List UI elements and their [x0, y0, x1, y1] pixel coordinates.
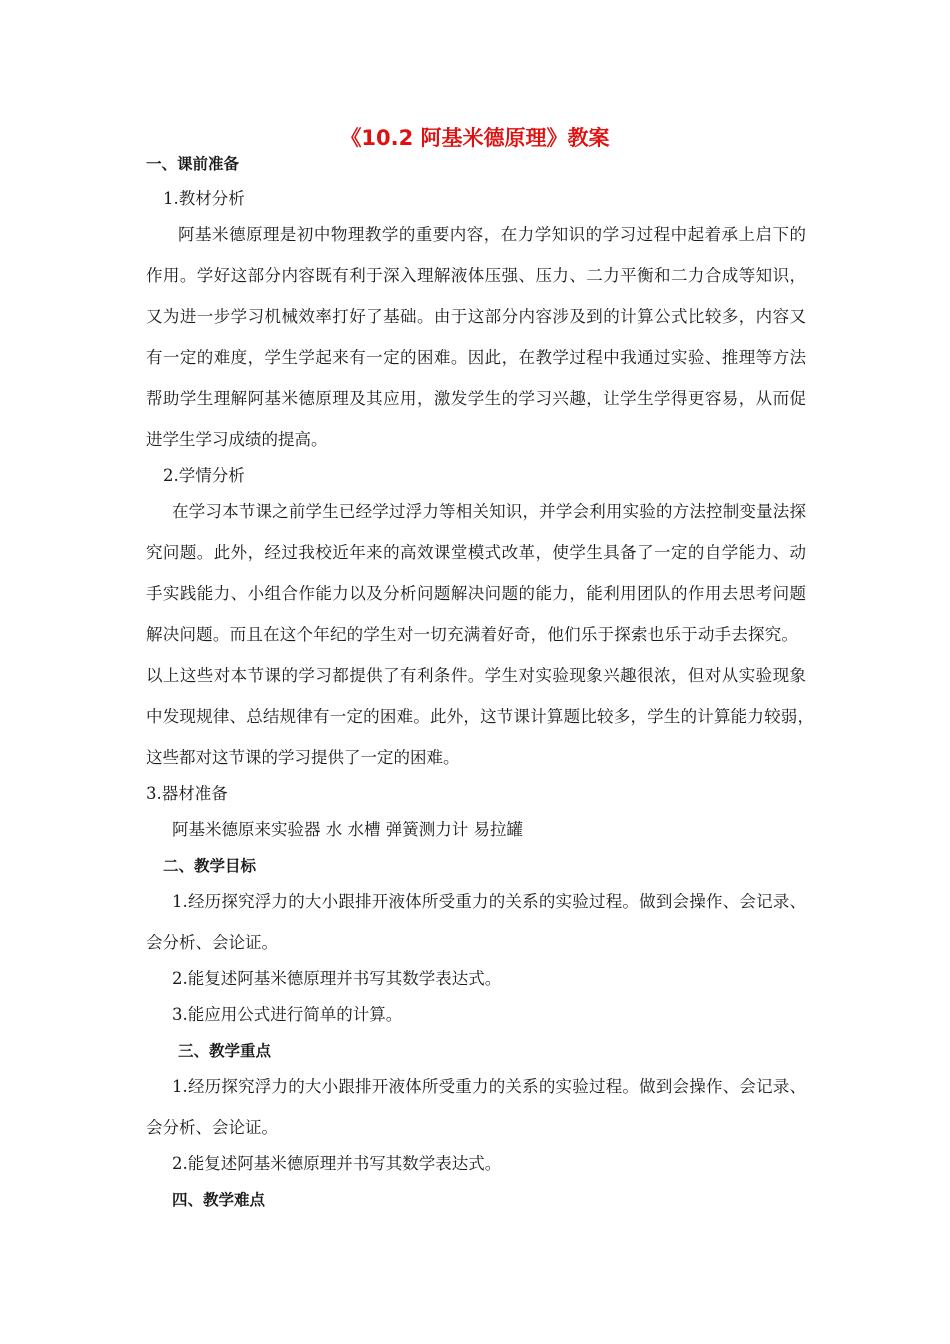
subheading-1-3: 3.器材准备 — [146, 784, 228, 803]
document-title: 《10.2 阿基米德原理》教案 — [340, 126, 610, 150]
paragraph-line: 究问题。此外，经过我校近年来的高效课堂模式改革，使学生具备了一定的自学能力、动 — [146, 543, 806, 562]
key-point-item: 2.能复述阿基米德原理并书写其数学表达式。 — [172, 1154, 502, 1173]
goal-item: 3.能应用公式进行简单的计算。 — [172, 1005, 403, 1024]
equipment-list: 阿基米德原来实验器 水 水槽 弹簧测力计 易拉罐 — [172, 820, 523, 839]
paragraph-line: 阿基米德原理是初中物理教学的重要内容，在力学知识的学习过程中起着承上启下的 — [178, 225, 806, 244]
key-point-item: 1.经历探究浮力的大小跟排开液体所受重力的关系的实验过程。做到会操作、会记录、 — [172, 1077, 806, 1096]
paragraph-line: 作用。学好这部分内容既有利于深入理解液体压强、压力、二力平衡和二力合成等知识， — [146, 266, 806, 285]
paragraph-line: 又为进一步学习机械效率打好了基础。由于这部分内容涉及到的计算公式比较多，内容又 — [146, 307, 806, 326]
paragraph-line: 帮助学生理解阿基米德原理及其应用，激发学生的学习兴趣，让学生学得更容易，从而促 — [146, 389, 806, 408]
subheading-1-2: 2.学情分析 — [163, 466, 245, 485]
paragraph-line: 在学习本节课之前学生已经学过浮力等相关知识，并学会利用实验的方法控制变量法探 — [172, 502, 806, 521]
section-heading-3: 三、教学重点 — [178, 1042, 272, 1060]
section-heading-2: 二、教学目标 — [163, 857, 257, 875]
goal-item: 2.能复述阿基米德原理并书写其数学表达式。 — [172, 969, 502, 988]
subheading-1-1: 1.教材分析 — [163, 189, 245, 208]
paragraph-line: 解决问题。而且在这个年纪的学生对一切充满着好奇，他们乐于探索也乐于动手去探究。 — [146, 625, 798, 644]
goal-item-cont: 会分析、会论证。 — [146, 933, 278, 952]
paragraph-line: 以上这些对本节课的学习都提供了有利条件。学生对实验现象兴趣很浓，但对从实验现象 — [146, 666, 806, 685]
paragraph-line: 有一定的难度，学生学起来有一定的困难。因此，在教学过程中我通过实验、推理等方法 — [146, 348, 806, 367]
paragraph-line: 进学生学习成绩的提高。 — [146, 430, 328, 449]
section-heading-4: 四、教学难点 — [172, 1191, 266, 1209]
paragraph-line: 手实践能力、小组合作能力以及分析问题解决问题的能力，能利用团队的作用去思考问题 — [146, 584, 806, 603]
goal-item: 1.经历探究浮力的大小跟排开液体所受重力的关系的实验过程。做到会操作、会记录、 — [172, 892, 806, 911]
section-heading-1: 一、课前准备 — [146, 155, 240, 173]
key-point-item-cont: 会分析、会论证。 — [146, 1118, 278, 1137]
paragraph-line: 这些都对这节课的学习提供了一定的困难。 — [146, 748, 460, 767]
paragraph-line: 中发现规律、总结规律有一定的困难。此外，这节课计算题比较多，学生的计算能力较弱， — [146, 707, 814, 726]
